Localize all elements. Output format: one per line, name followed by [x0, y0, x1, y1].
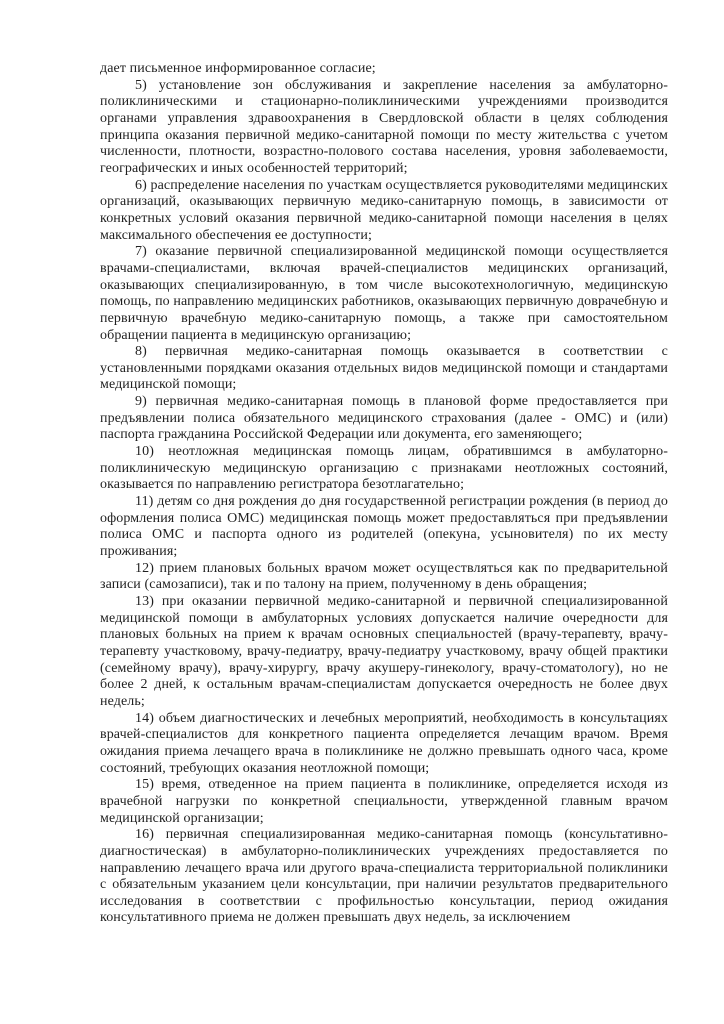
document-paragraph: 12) прием плановых больных врачом может осуществляться как по предварительной записи (самозаписи), так и по талону на прием, полученному в день обращения;: [100, 560, 668, 593]
document-paragraph: 14) объем диагностических и лечебных мероприятий, необходимость в консультациях врачей-специалистов для конкретного пациента определяется лечащим врачом. Время ожидания приема лечащего врача в поликлинике не должно превышать одного часа, кроме состояний, требующих оказания неотложной помощи;: [100, 710, 668, 776]
document-paragraph: 16) первичная специализированная медико-санитарная помощь (консультативно-диагностическая) в амбулаторно-поликлинических учреждениях предоставляется по направлению лечащего врача или другого врача-специалиста территориальной поликлиники с обязательным указанием цели консультации, при наличии результатов предварительного исследования в соответствии с профильностью консультации, период ожидания консультативного приема не должен превышать двух недель, за исключением: [100, 827, 668, 926]
document-paragraph: 10) неотложная медицинская помощь лицам, обратившимся в амбулаторно-поликлиническую медицинскую организацию с признаками неотложных состояний, оказывается по направлению регистратора безотлагательно;: [100, 444, 668, 493]
document-paragraph: 5) установление зон обслуживания и закрепление населения за амбулаторно-поликлиническими и стационарно-поликлиническими учреждениями производится органами управления здравоохранения в Свердловской области в целях соблюдения принципа оказания первичной медико-санитарной помощи по месту жительства с учетом численности, плотности, возрастно-полового состава населения, уровня заболеваемости, географических и иных особенностей территорий;: [100, 77, 668, 176]
document-paragraph: дает письменное информированное согласие;: [100, 61, 376, 76]
document-text-block: [100, 61, 668, 927]
document-paragraph: 7) оказание первичной специализированной медицинской помощи осуществляется врачами-специалистами, включая врачей-специалистов медицинских организаций, оказывающих специализированную, в том числе высокотехнологичную, медицинскую помощь, по направлению медицинских работников, оказывающих первичную доврачебную и первичную врачебную медико-санитарную помощь, а также при самостоятельном обращении пациента в медицинскую организацию;: [100, 244, 668, 343]
document-paragraph: 6) распределение населения по участкам осуществляется руководителями медицинских организаций, оказывающих первичную медико-санитарную помощь, в зависимости от конкретных условий оказания первичной медико-санитарной помощи населения в целях максимального обеспечения ее доступности;: [100, 177, 668, 243]
document-paragraph: 11) детям со дня рождения до дня государственной регистрации рождения (в период до оформления полиса ОМС) медицинская помощь может предоставляться при предъявлении полиса ОМС и паспорта одного из родителей (опекуна, усыновителя) по их месту проживания;: [100, 494, 668, 560]
document-paragraph: 13) при оказании первичной медико-санитарной и первичной специализированной медицинской помощи в амбулаторных условиях допускается наличие очередности для плановых больных на прием к врачам основных специальностей (врачу-терапевту, врачу-терапевту участковому, врачу-педиатру, врачу-педиатру участковому, врачу общей практики (семейному врачу), врачу-хирургу, врачу акушеру-гинекологу, врачу-стоматологу), но не более 2 дней, к остальным врачам-специалистам допускается очередность не более двух недель;: [100, 594, 668, 709]
document-paragraph: 9) первичная медико-санитарная помощь в плановой форме предоставляется при предъявлении полиса обязательного медицинского страхования (далее - ОМС) и (или) паспорта гражданина Российской Федерации или документа, его заменяющего;: [100, 394, 668, 443]
document-paragraph: 8) первичная медико-санитарная помощь оказывается в соответствии с установленными порядками оказания отдельных видов медицинской помощи и стандартами медицинской помощи;: [100, 344, 668, 393]
document-paragraph: 15) время, отведенное на прием пациента в поликлинике, определяется исходя из врачебной нагрузки по конкретной специальности, утвержденной главным врачом медицинской организации;: [100, 777, 668, 826]
